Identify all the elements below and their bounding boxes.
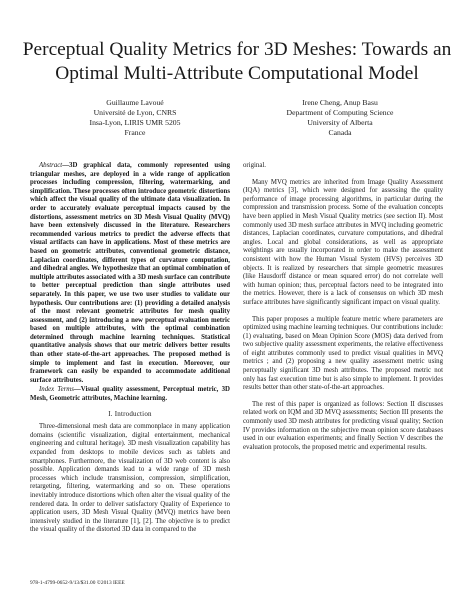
author-affiliation: Insa-Lyon, LIRIS UMR 5205 [89,118,181,127]
author-affiliation: Canada [328,128,352,137]
abstract-label: Abstract [39,162,63,169]
author-name: Guillaume Lavoué [106,98,164,107]
index-terms [30,386,230,403]
author-affiliation: University of Alberta [307,118,373,127]
body-paragraph: Many MVQ metrics are inherited from Image Quality Assessment (IQA) metrics [3], which were designed for assessing the quality performance of image processing algorithms, in particular during the compression and transmission process. Some of the evaluation concepts have been applied in Mesh Visual Quality metrics (see section II). Most commonly used 3D mesh surface attributes in MVQ including geometric distances, Laplacian coordinates, curvature computations, and dihedral angles. Local and global considerations, as well as appropriate weightings are usually incorporated in order to make the assessment consistent with how the Human Visual System (HVS) perceives 3D objects. It is realized by researchers that simple geometric measures (like Hausdorff distance or mean squared error) do not correlate well with human opinion; thus, perceptual factors need to be integrated into the metrics. However, there is a lack of consensus on which 3D mesh surface attributes have significantly significant impact on visual quality. [243,178,443,306]
author-block-2 [265,98,415,138]
right-column [243,162,443,452]
paper-title: Perceptual Quality Metrics for 3D Meshes: Towards an Optimal Multi-Attribute Computational Model [22,39,452,84]
author-affiliation: France [124,128,146,137]
copyright-footnote: 978-1-4799-0652-9/13/$31.00 ©2013 IEEE [30,580,125,586]
intro-paragraph: Three-dimensional mesh data are commonplace in many application domains (scientific visualization, digital entertainment, mechanical engineering and cultural heritage). 3D mesh visualization capability has expanded from desktops to mobile devices such as tablets and smartphones. Furthermore, the visualization of 3D web content is also possible. Application demands lead to a wide range of 3D mesh processes which include transmission, compression, simplification, retargeting, filtering, watermarking and so on. These operations inevitably introduce distortions which often alter the visual quality of the rendered data. In order to deliver satisfactory Quality of Experience to application users, 3D Mesh Visual Quality (MVQ) metrics have been intensively studied in the literature [1], [2]. The objective is to predict the visual quality of the distorted 3D data in compared to the [30,423,230,534]
author-affiliation: Université de Lyon, CNRS [93,108,177,117]
abstract-text: —3D graphical data, commonly represented using triangular meshes, are deployed in a wide range of application processes including compression, filtering, watermarking, and simplification. These processes often introduce geometric distortions which affect the visual quality of the ultimate data visualization. In order to accurately evaluate perceptual impacts caused by the distortions, assessment metrics on 3D Mesh Visual Quality (MVQ) have been extensively discussed in the literature. Researchers recommended various metrics to predict the adverse effects that visual artifacts can have in applications. Most of these metrics are based on geometric attributes, conventional geometric distance, Laplacian coordinates, different types of curvature computation, and dihedral angles. We hypothesize that an optimal combination of multiple attributes associated with a 3D mesh surface can contribute to better perceptual prediction than single attributes used separately. In this paper, we use two user studies to validate our hypothesis. Our contributions are: (1) providing a detailed analysis of the most relevant geometric attributes for mesh quality assessment, and (2) introducing a new perceptual evaluation metric based on multiple attributes, with the optimal combination determined through machine learning techniques. Statistical quantitative analysis shows that our metric delivers better results than other state-of-the-art approaches. The proposed method is simple to implement and fast in execution. Moreover, our framework can easily be expanded to accommodate additional surface attributes. [30,162,230,384]
author-block-1 [60,98,210,138]
body-paragraph: The rest of this paper is organized as follows: Section II discusses related work on IQM and 3D MVQ assessments; Section III presents the commonly used 3D mesh attributes for predicting visual quality; Section IV provides information on the subjective mean opinion score databases used in our evaluation experiments; and finally Section V describes the evaluation protocols, the proposed metric and experimental results. [243,400,443,451]
author-name: Irene Cheng, Anup Basu [302,98,378,107]
abstract [30,162,230,385]
body-paragraph: This paper proposes a multiple feature metric where parameters are optimized using machine learning techniques. Our contributions include: (1) evaluating, based on Mean Opinion Score (MOS) data derived from two subjective quality assessment experiments, the relative effectiveness of eight attributes commonly used to predict visual qualities in MVQ metrics ; and (2) proposing a new quality assessment metric using perceptually significant 3D mesh attributes. The proposed metric not only has fast execution time but is also simple to implement. It provides results better than other state-of-the-art approaches. [243,315,443,392]
author-affiliation: Department of Computing Science [286,108,394,117]
continuation-text: original. [243,162,266,169]
left-column [30,162,230,535]
index-terms-label: Index Terms [39,386,74,394]
section-heading: I. Introduction [108,409,152,418]
index-terms-text: —Visual quality assessment, Perceptual metric, 3D Mesh, Geometric attributes, Machine learning. [30,386,230,403]
